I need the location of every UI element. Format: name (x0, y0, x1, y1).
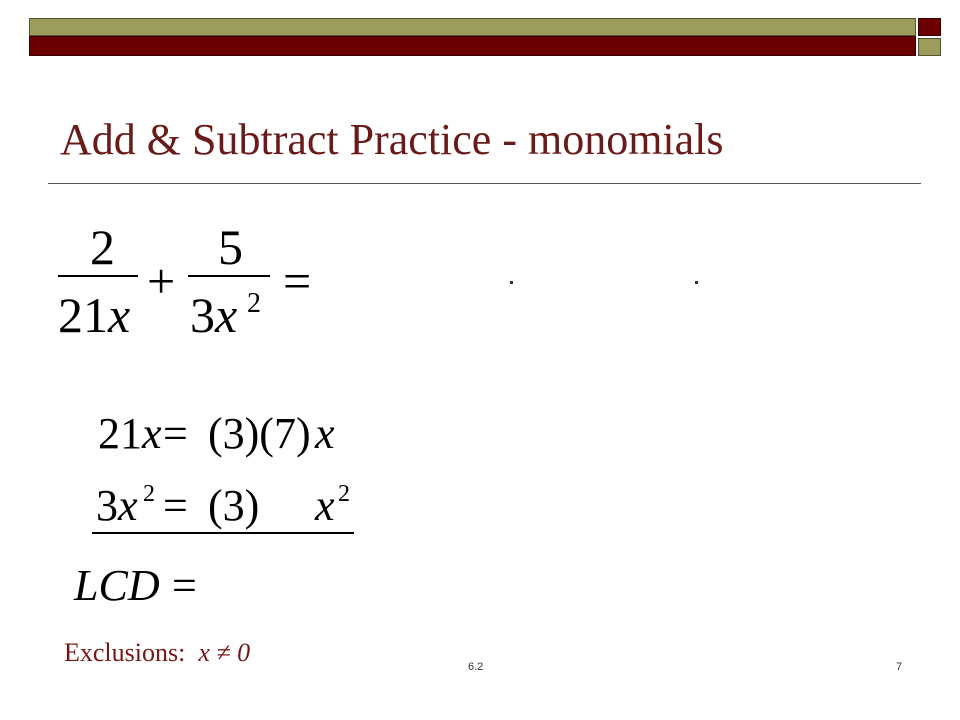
header-bar-olive (29, 18, 916, 36)
factor2-lhs: 3x (96, 481, 138, 530)
factor-sum-rule (92, 532, 354, 534)
footer-section: 6.2 (468, 661, 484, 673)
lcd-label: LCD (74, 561, 160, 610)
frac2-exponent: 2 (247, 288, 261, 319)
exclusions-value: x ≠ 0 (198, 638, 251, 667)
page-number: 7 (896, 661, 903, 673)
factor2-var: x (315, 481, 335, 530)
header-bar-red (29, 36, 916, 56)
equals-sign: = (283, 253, 312, 309)
factor2-lhs-exponent: 2 (143, 481, 155, 507)
factor1-equals: = (163, 409, 188, 458)
factor1-lhs: 21x (98, 409, 162, 458)
factor1-factors: (3)(7) (208, 409, 311, 458)
placeholder-dot (510, 281, 513, 284)
placeholder-dot (695, 281, 698, 284)
frac2-bar (188, 275, 270, 277)
exclusions-label: Exclusions: (64, 638, 186, 667)
factor2-factors: (3) (208, 481, 260, 530)
frac1-bar (58, 275, 138, 277)
frac2-numerator: 5 (218, 219, 243, 275)
factor1-var: x (315, 409, 335, 458)
header-square-olive (918, 38, 941, 56)
frac1-denominator: 21x (58, 287, 131, 343)
exclusions (64, 640, 250, 666)
frac1-numerator: 2 (90, 219, 115, 275)
lcd-equals: = (172, 561, 197, 610)
factor2-equals: = (163, 481, 188, 530)
factor2-var-exponent: 2 (338, 481, 350, 507)
plus-sign: + (147, 253, 176, 309)
slide-title: Add & Subtract Practice - monomials (60, 115, 724, 164)
title-divider (48, 183, 921, 184)
header-square-red (918, 18, 941, 36)
frac2-denominator: 3x (190, 287, 238, 343)
